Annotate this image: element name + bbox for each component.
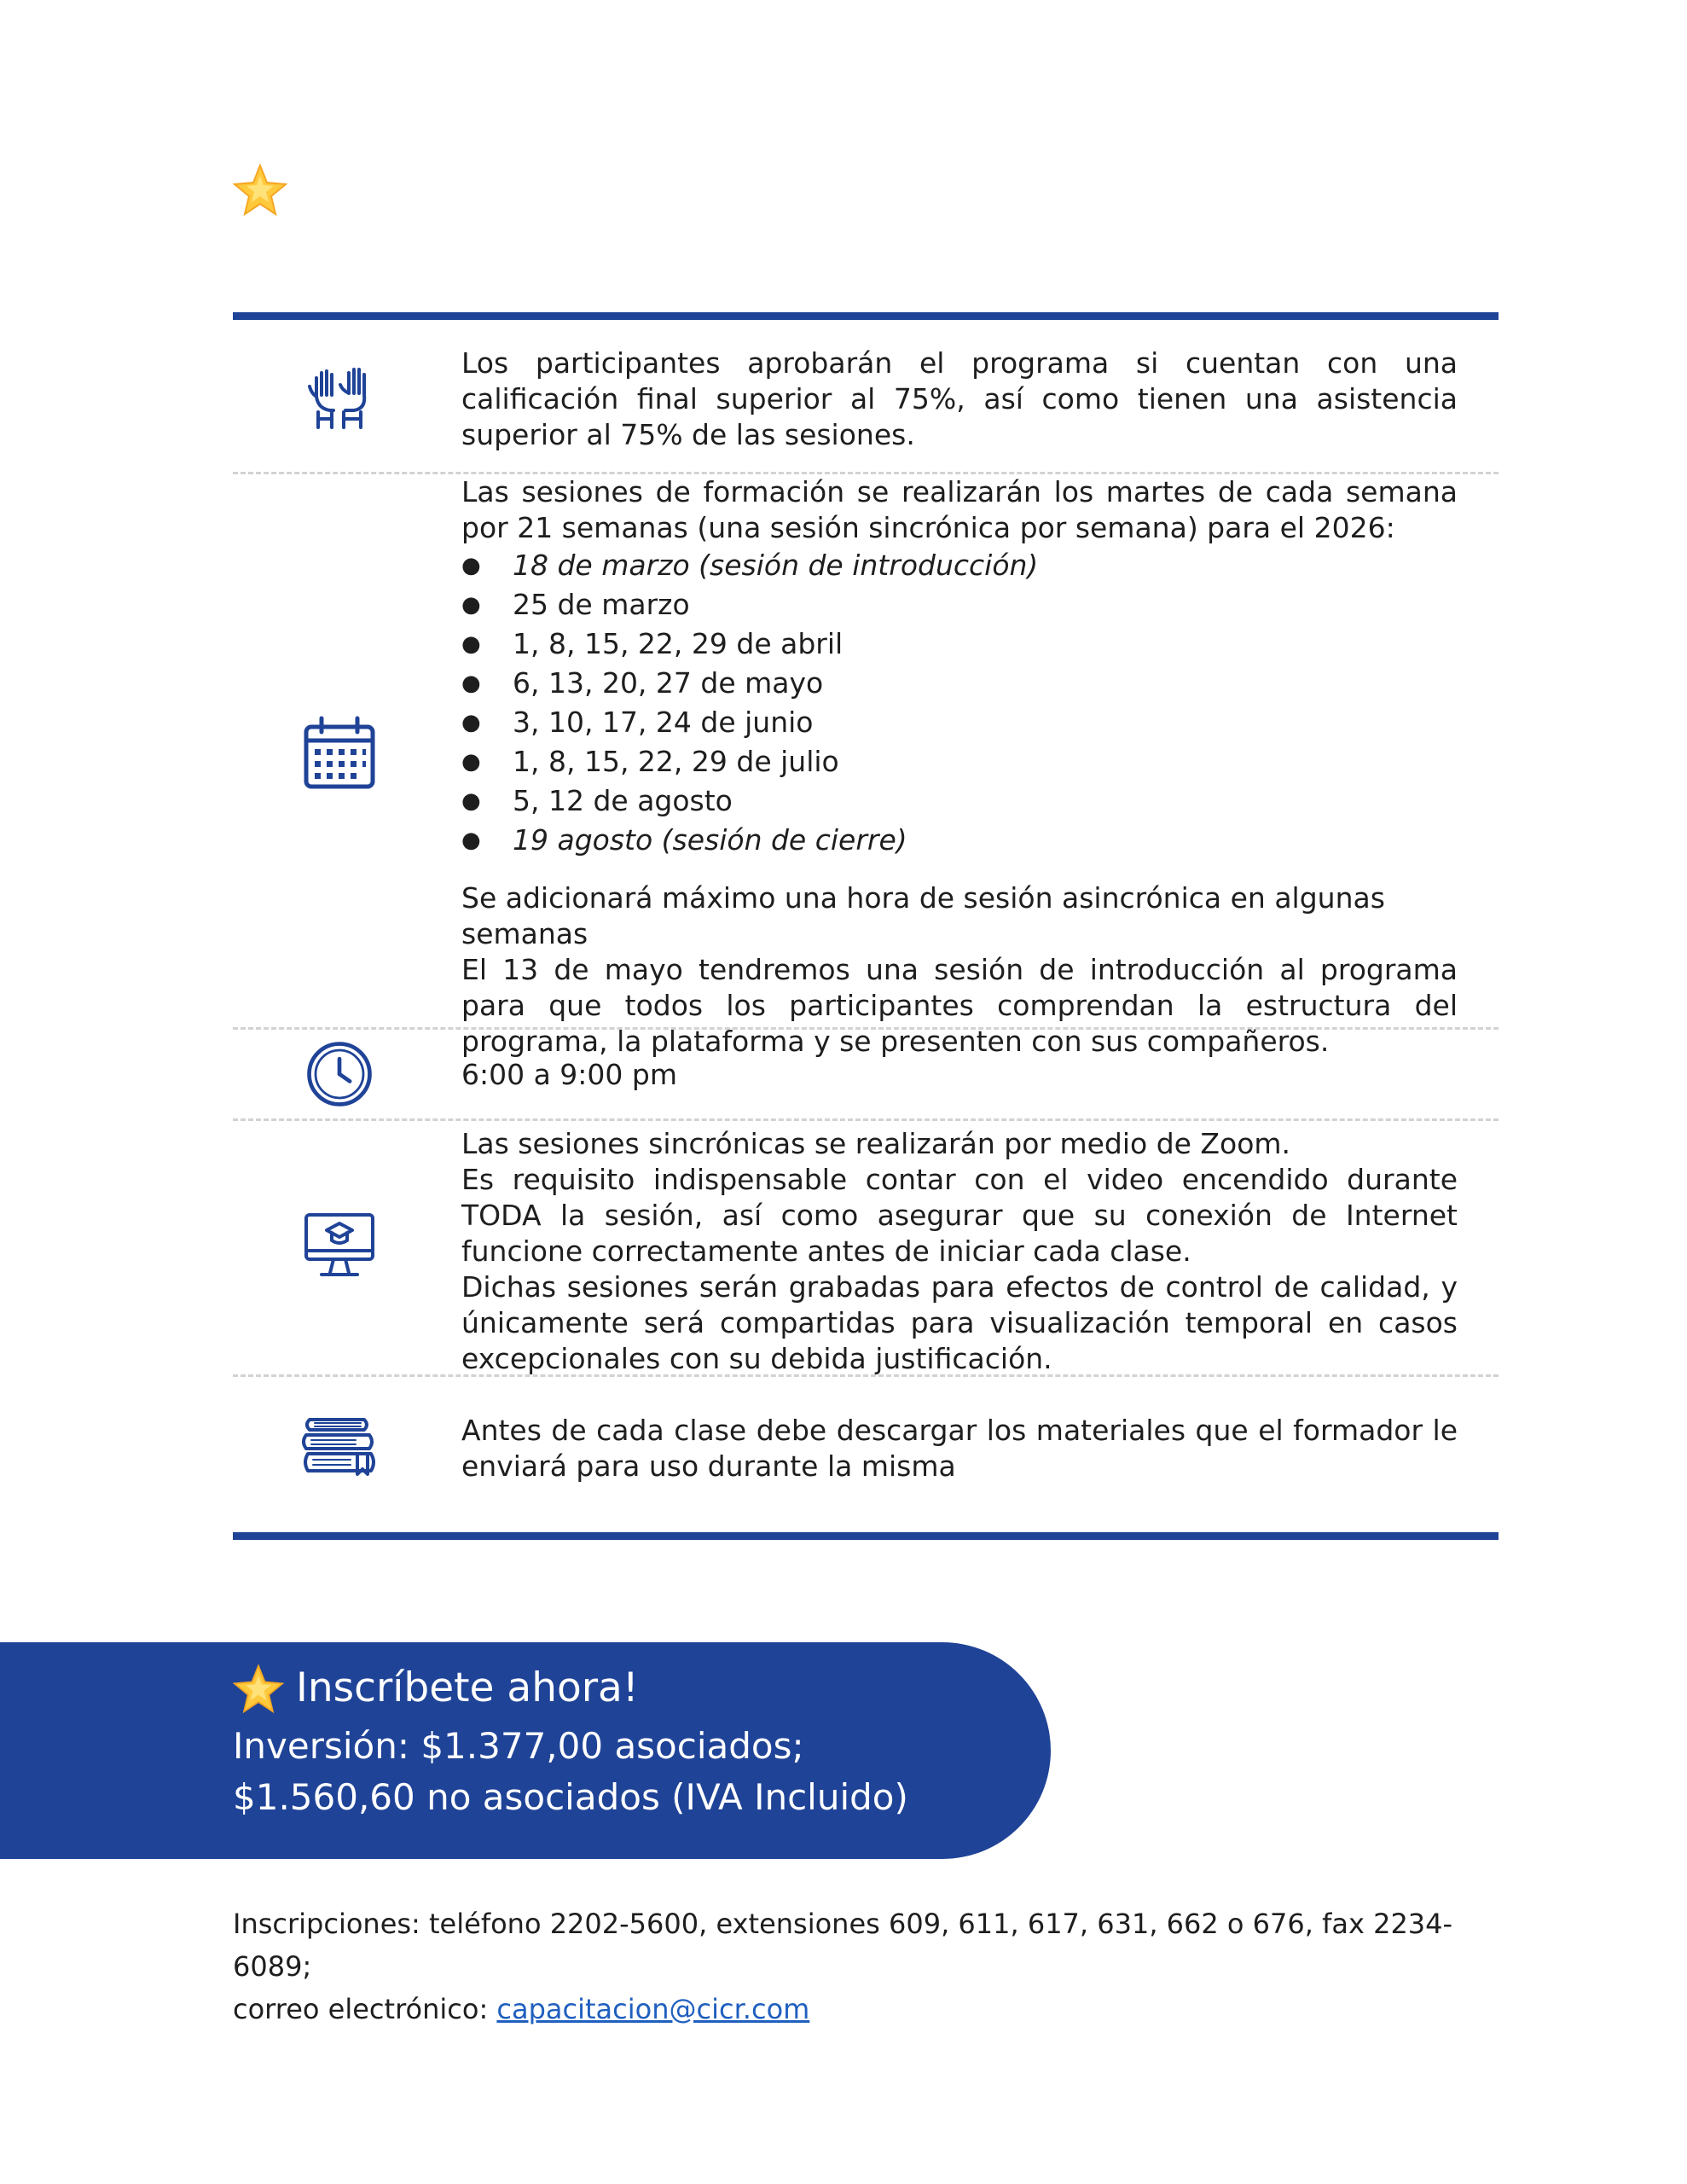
contact-text: teléfono 2202-5600, extensiones 609, 611, 617, 631, 662 o 676, fax 2234-6089;: [233, 1908, 1453, 1983]
computer-graduation-icon: [301, 1206, 378, 1283]
email-link[interactable]: capacitacion@cicr.com: [496, 1993, 810, 2025]
clock-icon: [301, 1038, 378, 1110]
list-item: ● 25 de marzo: [513, 585, 1458, 624]
time-text: 6:00 a 9:00 pm: [461, 1058, 677, 1091]
list-item: ● 19 agosto (sesión de cierre): [513, 821, 1458, 860]
list-item: ● 1, 8, 15, 22, 29 de julio: [513, 742, 1458, 781]
materials-text: Antes de cada clase debe descargar los materiales que el formador le enviará para uso durante la misma: [461, 1414, 1458, 1483]
calendar-icon: [301, 715, 378, 792]
session-dates-list: [461, 546, 1458, 860]
price-members: Inversión: $1.377,00 asociados;: [233, 1725, 804, 1767]
list-item: ● 6, 13, 20, 27 de mayo: [513, 664, 1458, 703]
enroll-banner: [0, 1642, 1051, 1859]
schedule-row: [233, 474, 1499, 1058]
schedule-intro: Las sesiones de formación se realizarán los martes de cada semana por 21 semanas (una sesión sincrónica por semana) para el 2026:: [461, 475, 1458, 544]
list-item: ● 18 de marzo (sesión de introducción): [513, 546, 1458, 585]
banner-title: [233, 1663, 639, 1714]
list-item: ● 1, 8, 15, 22, 29 de abril: [513, 624, 1458, 664]
star-icon: [233, 162, 287, 217]
platform-p2: Es requisito indispensable contar con el video encendido durante TODA la sesión, así como asegurar que su conexión de Internet funcione correctamente antes de iniciar cada clase.: [461, 1163, 1458, 1268]
price-non-members: $1.560,60 no asociados (IVA Incluido): [233, 1776, 908, 1818]
list-item: ● 5, 12 de agosto: [513, 781, 1458, 821]
email-label: correo electrónico:: [233, 1993, 497, 2025]
platform-p3: Dichas sesiones serán grabadas para efectos de control de calidad, y únicamente será compartidas para visualización temporal en casos excepcionales con su debida justificación.: [461, 1270, 1458, 1375]
schedule-text: [461, 474, 1458, 1060]
intro-session-note: El 13 de mayo tendremos una sesión de introducción al programa para que todos los participantes comprendan la estructura del programa, la plataforma y se presenten con sus compañeros.: [461, 953, 1458, 1058]
list-item: ● 3, 10, 17, 24 de junio: [513, 703, 1458, 742]
contact-info: [233, 1902, 1512, 2030]
contact-label: Inscripciones:: [233, 1908, 420, 1940]
approval-row: [233, 320, 1499, 474]
async-note: Se adicionará máximo una hora de sesión asincrónica en algunas semanas: [461, 881, 1385, 950]
books-icon: [301, 1414, 378, 1481]
platform-row: [233, 1121, 1499, 1377]
top-divider: [233, 312, 1499, 320]
platform-text: [461, 1126, 1458, 1377]
materials-row: [233, 1377, 1499, 1522]
time-row: [233, 1030, 1499, 1121]
raised-hands-icon: [301, 356, 378, 433]
banner-title-text: Inscríbete ahora!: [296, 1664, 639, 1711]
platform-p1: Las sesiones sincrónicas se realizarán por medio de Zoom.: [461, 1127, 1291, 1160]
star-icon: [233, 1663, 284, 1714]
approval-text: Los participantes aprobarán el programa si cuentan con una calificación final superior al 75%, así como tienen una asistencia superior al 75% de las sesiones.: [461, 346, 1458, 451]
bottom-divider: [233, 1532, 1499, 1540]
